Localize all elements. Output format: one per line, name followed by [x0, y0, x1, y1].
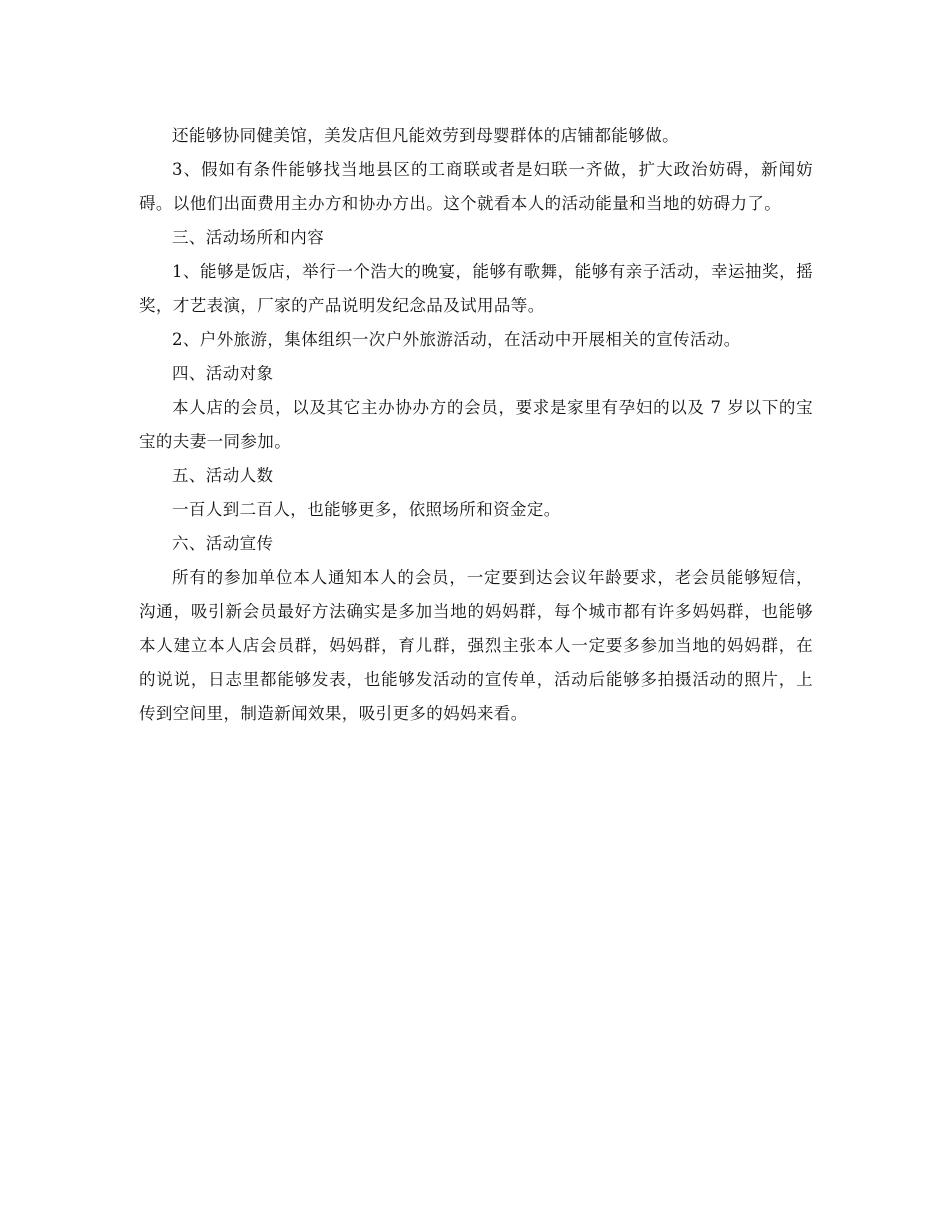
heading-venue-content: 三、活动场所和内容	[172, 228, 325, 247]
para-promotion: 所有的参加单位本人通知本人的会员，一定要到达会议年龄要求，老会员能够短信，沟通，吸引新会员最好方法确实是多加当地的妈妈群，每个城市都有许多妈妈群，也能够本人建立本人店会员群，妈妈群，育儿群，强烈主张本人一定要多参加当地的妈妈群，在的说说，日志里都能够发表，也能够发活动的宣传单，活动后能够多拍摄活动的照片，上传到空间里，制造新闻效果，吸引更多的妈妈来看。	[139, 568, 813, 723]
heading-target: 四、活动对象	[172, 364, 274, 383]
para-headcount: 一百人到二百人，也能够更多，依照场所和资金定。	[172, 500, 561, 519]
para-venue-1: 1、能够是饭店，举行一个浩大的晚宴，能够有歌舞，能够有亲子活动，幸运抽奖，摇奖，才艺表演，厂家的产品说明发纪念品及试用品等。	[139, 262, 813, 315]
heading-promotion: 六、活动宣传	[172, 534, 274, 553]
document-body	[139, 119, 813, 731]
heading-headcount: 五、活动人数	[172, 466, 274, 485]
para-venue-2: 2、户外旅游，集体组织一次户外旅游活动，在活动中开展相关的宣传活动。	[172, 330, 741, 349]
para-cont-stores: 还能够协同健美馆，美发店但凡能效劳到母婴群体的店铺都能够做。	[172, 126, 679, 145]
para-target: 本人店的会员，以及其它主办协办方的会员，要求是家里有孕妇的以及 7 岁以下的宝宝的夫妻一同参加。	[139, 398, 813, 451]
para-cooperation-3: 3、假如有条件能够找当地县区的工商联或者是妇联一齐做，扩大政治妨碍，新闻妨碍。以他们出面费用主办方和协办方出。这个就看本人的活动能量和当地的妨碍力了。	[139, 160, 813, 213]
